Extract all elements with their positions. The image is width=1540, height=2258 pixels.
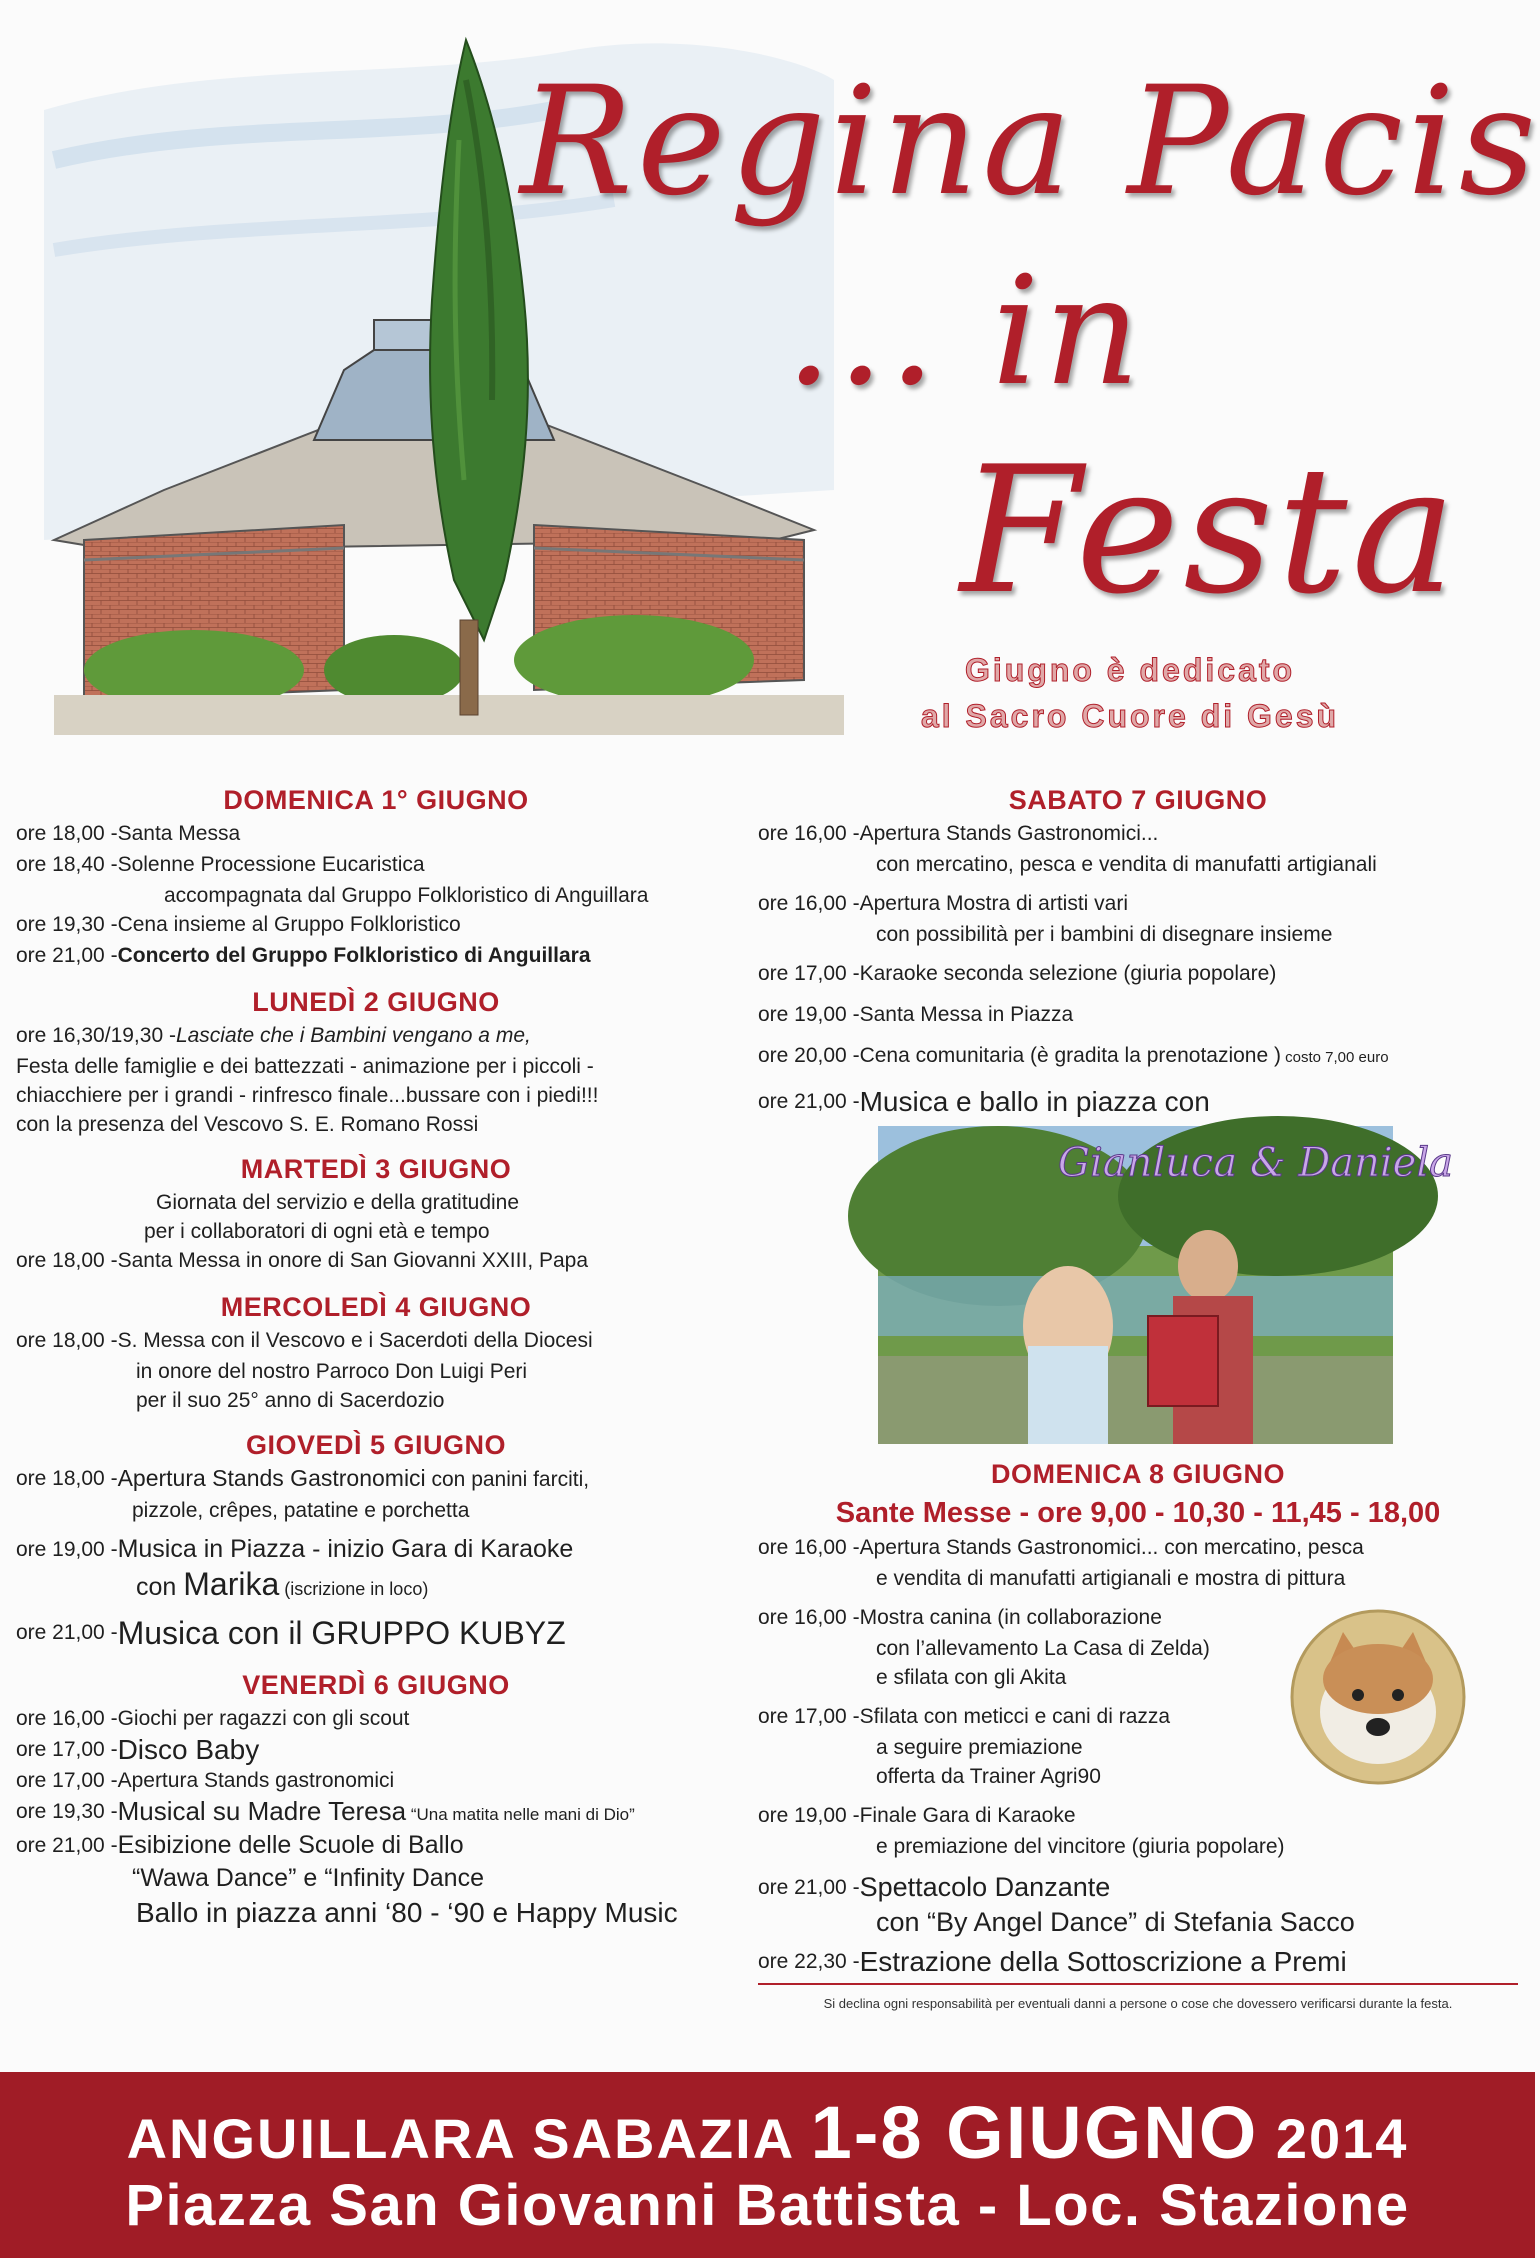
event-text: Solenne Processione Eucaristica <box>117 853 425 876</box>
event-text: Estrazione della Sottoscrizione a Premi <box>859 1946 1347 1977</box>
event-text: Concerto del Gruppo Folkloristico di Anguillara <box>117 944 591 967</box>
event-time: ore 16,00 - <box>758 1536 860 1559</box>
event-row <box>758 1084 1518 1120</box>
event-text: Musica con il GRUPPO KUBYZ <box>117 1615 566 1651</box>
event-line: Giornata del servizio e della gratitudine <box>156 1191 520 1214</box>
event-time: ore 21,00 - <box>758 1876 860 1899</box>
event-time: ore 18,00 - <box>16 822 118 845</box>
event-text: Musical su Madre Teresa <box>117 1796 407 1826</box>
day-header-domenica-8: DOMENICA 8 GIUGNO <box>990 1459 1286 1489</box>
event-time: ore 17,00 - <box>16 1738 118 1761</box>
event-time: ore 21,00 - <box>758 1090 860 1113</box>
event-row <box>758 1533 1518 1562</box>
event-row <box>16 1326 736 1355</box>
event-time: ore 16,00 - <box>16 1707 118 1730</box>
schedule-left-column <box>16 780 736 1931</box>
event-time: ore 18,00 - <box>16 1329 118 1352</box>
subtitle-line-2: al Sacro Cuore di Gesù <box>920 698 1340 734</box>
event-text: Lasciate che i Bambini vengano a me, <box>175 1024 531 1047</box>
event-continuation: pizzole, crêpes, patatine e porchetta <box>132 1499 470 1522</box>
event-time: ore 16,30/19,30 - <box>16 1024 176 1047</box>
event-text: Cena insieme al Gruppo Folkloristico <box>117 913 461 936</box>
event-text: Spettacolo Danzante <box>859 1872 1111 1902</box>
day-header-venerdi-6: VENERDÌ 6 GIUGNO <box>242 1670 510 1700</box>
event-continuation: con l’allevamento La Casa di Zelda) <box>876 1637 1210 1660</box>
event-row <box>16 1797 736 1829</box>
event-row <box>16 819 736 848</box>
event-row <box>758 819 1518 848</box>
day-header-sabato-7: SABATO 7 GIUGNO <box>1008 785 1268 815</box>
event-line: con la presenza del Vescovo S. E. Romano Rossi <box>16 1113 479 1136</box>
footer-place: ANGUILLARA SABAZIA <box>126 2107 811 2170</box>
event-row <box>16 1704 736 1733</box>
event-text: Marika <box>183 1566 280 1602</box>
event-continuation: offerta da Trainer Agri90 <box>876 1765 1101 1788</box>
event-text: Apertura Stands Gastronomici... <box>859 822 1159 845</box>
event-time: ore 22,30 - <box>758 1950 860 1973</box>
event-continuation: e vendita di manufatti artigianali e mostra di pittura <box>876 1567 1346 1590</box>
event-continuation: con possibilità per i bambini di disegnare insieme <box>876 923 1333 946</box>
day-header-giovedi-5: GIOVEDÌ 5 GIUGNO <box>245 1430 507 1460</box>
event-text: (iscrizione in loco) <box>279 1579 429 1599</box>
akita-dog-photo <box>1288 1607 1468 1787</box>
event-time: ore 19,30 - <box>16 1800 118 1823</box>
event-time: ore 19,30 - <box>16 913 118 936</box>
event-text: Apertura Mostra di artisti vari <box>859 892 1128 915</box>
event-row <box>758 1945 1518 1979</box>
event-text: S. Messa con il Vescovo e i Sacerdoti della Diocesi <box>117 1329 593 1352</box>
footer-dates: 1-8 GIUGNO <box>810 2091 1259 2174</box>
event-continuation: e sfilata con gli Akita <box>876 1666 1067 1689</box>
event-row <box>16 1535 736 1564</box>
event-row <box>16 941 736 970</box>
disclaimer: Si declina ogni responsabilità per eventuali danni a persone o cose che dovessero verificarsi durante la festa. <box>823 1996 1453 2011</box>
event-row <box>16 1246 736 1275</box>
event-text: Karaoke seconda selezione (giuria popolare) <box>859 962 1277 985</box>
event-row <box>16 850 736 879</box>
event-text: Sfilata con meticci e cani di razza <box>859 1705 1171 1728</box>
event-text: Cena comunitaria (è gradita la prenotazione ) <box>859 1044 1281 1067</box>
event-text: Apertura Stands Gastronomici <box>117 1465 426 1491</box>
event-continuation: Ballo in piazza anni ‘80 - ‘90 e Happy Music <box>136 1897 678 1928</box>
event-continuation <box>16 1566 736 1607</box>
event-time: ore 16,00 - <box>758 822 860 845</box>
event-line: Festa delle famiglie e dei battezzati - animazione per i piccoli - <box>16 1055 594 1078</box>
event-continuation: a seguire premiazione <box>876 1736 1083 1759</box>
event-note: costo 7,00 euro <box>1280 1049 1389 1066</box>
event-text: Santa Messa in Piazza <box>859 1003 1074 1026</box>
event-row <box>758 1801 1518 1830</box>
dog-show-block <box>758 1603 1518 1692</box>
event-continuation: accompagnata dal Gruppo Folkloristico di Anguillara <box>164 884 649 907</box>
event-text: Esibizione delle Scuole di Ballo <box>117 1831 464 1859</box>
event-continuation: con mercatino, pesca e vendita di manufatti artigianali <box>876 853 1377 876</box>
event-time: ore 19,00 - <box>16 1538 118 1561</box>
event-text: Finale Gara di Karaoke <box>859 1804 1076 1827</box>
event-time: ore 18,00 - <box>16 1467 118 1490</box>
event-continuation: in onore del nostro Parroco Don Luigi Peri <box>136 1360 528 1383</box>
title-line-1: Regina Pacis <box>520 55 1540 229</box>
footer-year: 2014 <box>1258 2107 1409 2170</box>
photo-caption: Gianluca & Daniela <box>1058 1140 1453 1186</box>
event-row <box>758 1041 1518 1072</box>
footer-place-dates <box>0 2090 1535 2175</box>
event-continuation: con “By Angel Dance” di Stefania Sacco <box>876 1907 1355 1937</box>
event-time: ore 19,00 - <box>758 1804 860 1827</box>
event-text: Musica in Piazza - inizio Gara di Karaoke <box>117 1535 574 1563</box>
event-time: ore 21,00 - <box>16 944 118 967</box>
event-row <box>758 1000 1518 1029</box>
event-text: con <box>136 1573 184 1601</box>
event-time: ore 21,00 - <box>16 1834 118 1857</box>
event-row <box>758 1871 1518 1904</box>
day-header-lunedi-2: LUNEDÌ 2 GIUGNO <box>252 987 500 1017</box>
day-header-domenica-1: DOMENICA 1° GIUGNO <box>223 785 529 815</box>
title-line-3: Festa <box>960 430 1460 633</box>
day-header-mercoledi-4: MERCOLEDÌ 4 GIUGNO <box>220 1292 532 1322</box>
footer-banner <box>0 2072 1535 2258</box>
event-text: Giochi per ragazzi con gli scout <box>117 1707 410 1730</box>
day-header-martedi-3: MARTEDÌ 3 GIUGNO <box>240 1154 512 1184</box>
event-time: ore 18,40 - <box>16 853 118 876</box>
event-time: ore 17,00 - <box>16 1769 118 1792</box>
event-text: Santa Messa <box>117 822 241 845</box>
divider <box>758 1983 1518 1985</box>
performers-photo <box>878 1126 1453 1444</box>
event-line: chiacchiere per i grandi - rinfresco finale...bussare con i piedi!!! <box>16 1084 599 1107</box>
sunday-masses: Sante Messe - ore 9,00 - 10,30 - 11,45 - 18,00 <box>835 1497 1441 1529</box>
event-continuation: “Wawa Dance” e “Infinity Dance <box>132 1864 484 1892</box>
event-row <box>16 910 736 939</box>
footer-address: Piazza San Giovanni Battista - Loc. Stazione <box>125 2173 1410 2238</box>
event-line: per i collaboratori di ogni età e tempo <box>144 1220 490 1243</box>
event-text: Mostra canina (in collaborazione <box>859 1606 1162 1629</box>
event-row <box>16 1613 736 1653</box>
event-row <box>16 1735 736 1764</box>
title-line-2: ... in <box>785 245 1145 419</box>
event-row <box>16 1831 736 1860</box>
event-time: ore 21,00 - <box>16 1621 118 1644</box>
event-row <box>16 1766 736 1795</box>
event-time: ore 17,00 - <box>758 1705 860 1728</box>
event-note: “Una matita nelle mani di Dio” <box>406 1805 635 1824</box>
event-continuation: e premiazione del vincitore (giuria popolare) <box>876 1835 1285 1858</box>
event-time: ore 17,00 - <box>758 962 860 985</box>
event-time: ore 19,00 - <box>758 1003 860 1026</box>
event-text: con panini farciti, <box>425 1468 590 1491</box>
event-continuation: per il suo 25° anno di Sacerdozio <box>136 1389 445 1412</box>
subtitle-line-1: Giugno è dedicato <box>964 652 1296 688</box>
event-text: Disco Baby <box>117 1734 260 1765</box>
schedule-right-column <box>758 780 1518 2018</box>
event-text: Santa Messa in onore di San Giovanni XXIII, Papa <box>117 1249 589 1272</box>
event-time: ore 16,00 - <box>758 1606 860 1629</box>
event-row <box>758 959 1518 988</box>
event-time: ore 20,00 - <box>758 1044 860 1067</box>
event-text: Musica e ballo in piazza con <box>859 1086 1210 1117</box>
event-row <box>758 889 1518 918</box>
event-text: Apertura Stands Gastronomici... con mercatino, pesca <box>859 1536 1364 1559</box>
event-row <box>16 1021 736 1050</box>
event-time: ore 16,00 - <box>758 892 860 915</box>
event-text: Apertura Stands gastronomici <box>117 1769 395 1792</box>
event-row <box>16 1464 736 1494</box>
event-time: ore 18,00 - <box>16 1249 118 1272</box>
